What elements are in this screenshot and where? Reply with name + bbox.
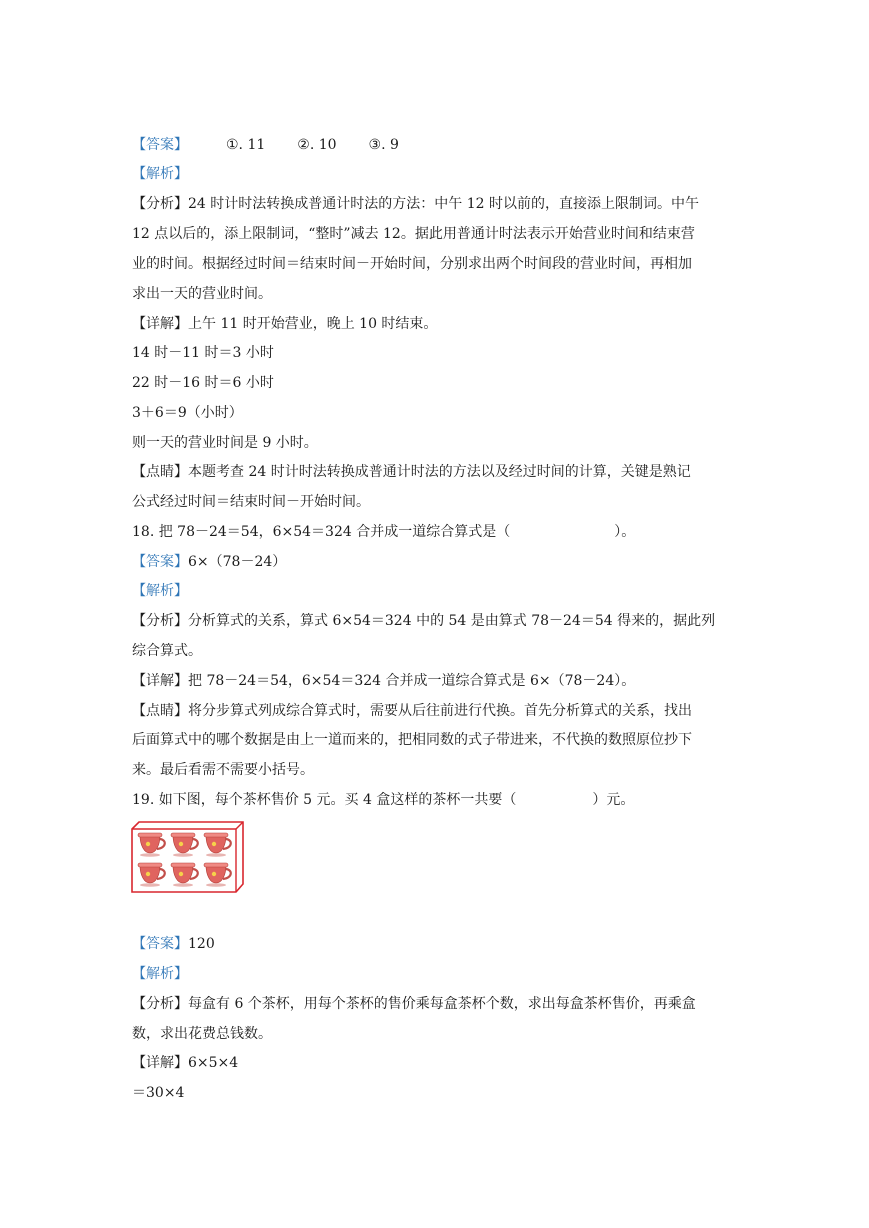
answer-value: 6×（78－24） xyxy=(188,554,287,570)
answer-tag: 【答案】 xyxy=(132,936,188,952)
analysis-text: 综合算式。 xyxy=(132,643,202,659)
detail-text: 【详解】把 78－24＝54，6×54＝324 合并成一道综合算式是 6×（78－24）。 xyxy=(132,673,636,689)
q18-answer-line xyxy=(132,552,286,572)
answer-item: ①. 11 xyxy=(226,137,266,153)
answer-item: ②. 10 xyxy=(297,137,337,153)
analysis-text: 数，求出花费总钱数。 xyxy=(132,1026,272,1042)
calc-line: 22 时－16 时＝6 小时 xyxy=(132,375,274,391)
answer-value: 120 xyxy=(188,936,215,952)
detail-text: 【详解】6×5×4 xyxy=(132,1055,239,1071)
comment-text: 来。最后看需不需要小括号。 xyxy=(132,762,314,778)
analysis-text: 【分析】每盒有 6 个茶杯，用每个茶杯的售价乘每盒茶杯个数，求出每盒茶杯售价，再乘盒 xyxy=(132,996,696,1012)
analysis-text: 12 点以后的，添上限制词，“整时”减去 12。据此用普通计时法表示开始营业时间和结束营 xyxy=(132,226,695,242)
detail-text: 【详解】上午 11 时开始营业，晚上 10 时结束。 xyxy=(132,316,438,332)
analysis-tag: 【解析】 xyxy=(132,966,188,982)
q17-answer-line xyxy=(132,135,399,155)
answer-item: ③. 9 xyxy=(368,137,399,153)
analysis-text: 求出一天的营业时间。 xyxy=(132,286,272,302)
question-text-end: ）。 xyxy=(614,524,636,540)
comment-text: 后面算式中的哪个数据是由上一道而来的，把相同数的式子带进来，不代换的数照原位抄下 xyxy=(132,732,692,748)
comment-text: 【点睛】本题考查 24 时计时法转换成普通计时法的方法以及经过时间的计算，关键是熟记 xyxy=(132,464,691,480)
analysis-tag: 【解析】 xyxy=(132,166,188,182)
q19-question xyxy=(132,790,634,810)
question-text: 18. 把 78－24＝54，6×54＝324 合并成一道综合算式是（ xyxy=(132,524,511,540)
calc-line: ＝30×4 xyxy=(132,1085,185,1101)
q19-answer-line xyxy=(132,934,215,954)
teacup-box-image xyxy=(131,821,244,893)
analysis-text: 【分析】24 时计时法转换成普通计时法的方法：中午 12 时以前的，直接添上限制词。中午 xyxy=(132,196,699,212)
answer-tag: 【答案】 xyxy=(132,554,188,570)
question-text: 19. 如下图，每个茶杯售价 5 元。买 4 盒这样的茶杯一共要（ xyxy=(132,792,517,808)
conclusion-text: 则一天的营业时间是 9 小时。 xyxy=(132,435,318,451)
question-text-end: ）元。 xyxy=(592,792,635,808)
calc-line: 14 时－11 时＝3 小时 xyxy=(132,345,274,361)
comment-text: 【点睛】将分步算式列成综合算式时，需要从后往前进行代换。首先分析算式的关系，找出 xyxy=(132,703,692,719)
calc-line: 3＋6＝9（小时） xyxy=(132,405,243,421)
comment-text: 公式经过时间＝结束时间－开始时间。 xyxy=(132,494,370,510)
teacup-box-illustration xyxy=(131,821,244,893)
answer-tag: 【答案】 xyxy=(132,137,188,153)
analysis-tag: 【解析】 xyxy=(132,583,188,599)
analysis-text: 【分析】分析算式的关系，算式 6×54＝324 中的 54 是由算式 78－24＝54 得来的，据此列 xyxy=(132,613,716,629)
analysis-text: 业的时间。根据经过时间＝结束时间－开始时间，分别求出两个时间段的营业时间，再相加 xyxy=(132,256,692,272)
q18-question xyxy=(132,522,635,542)
